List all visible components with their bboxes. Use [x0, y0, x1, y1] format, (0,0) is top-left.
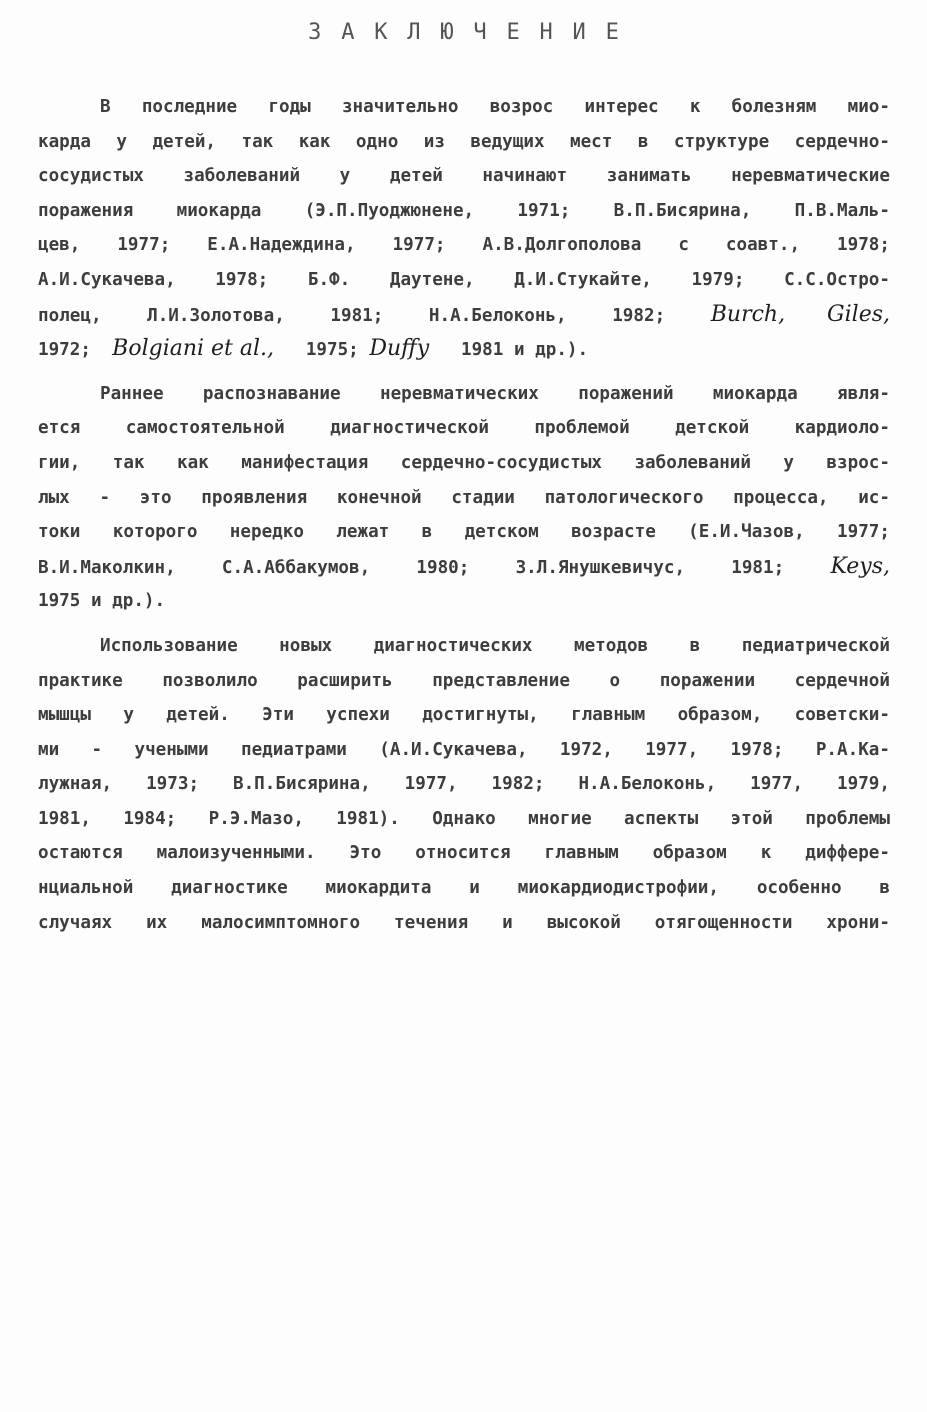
text-line: А.И.Сукачева, 1978; Б.Ф. Даутене, Д.И.Стукайте, 1979; С.С.Остро-	[38, 269, 890, 290]
typed-text: 1981 и др.).	[460, 340, 589, 361]
text-line: Раннее распознавание неревматических поражений миокарда явля-	[100, 383, 890, 404]
paragraph-1	[38, 90, 890, 367]
text-line: сосудистых заболеваний у детей начинают занимать неревматические	[38, 166, 890, 187]
typed-text: 1975;	[305, 340, 359, 361]
handwritten-citation: Keys,	[830, 553, 891, 579]
typed-text: полец, Л.И.Золотова, 1981; Н.А.Белоконь, 1982;	[38, 305, 666, 326]
text-line: ется самостоятельной диагностической проблемой детской кардиоло-	[38, 418, 890, 439]
text-line: лужная, 1973; В.П.Бисярина, 1977, 1982; Н.А.Белоконь, 1977, 1979,	[38, 774, 890, 795]
paragraph-2	[38, 377, 890, 619]
text-line: случаях их малосимптомного течения и высокой отягощенности хрони-	[38, 912, 890, 933]
typed-text: 1972;	[38, 340, 91, 361]
text-line: гии, так как манифестация сердечно-сосудистых заболеваний у взрос-	[38, 452, 890, 473]
paragraph-3	[38, 629, 890, 940]
handwritten-citation: Bolgiani et al.,	[112, 336, 275, 362]
typed-text: В.И.Маколкин, С.А.Аббакумов, 1980; З.Л.Янушкевичус, 1981;	[38, 557, 785, 578]
text-line: ми - учеными педиатрами (А.И.Сукачева, 1972, 1977, 1978; Р.А.Ка-	[38, 739, 890, 760]
body-text	[38, 90, 890, 940]
handwritten-citation: Duffy	[369, 336, 430, 362]
text-line-mixed	[38, 550, 890, 585]
text-line-mixed	[38, 332, 890, 367]
text-line: цев, 1977; Е.А.Надеждина, 1977; А.В.Долгополова с соавт., 1978;	[38, 235, 890, 256]
text-line: токи которого нередко лежат в детском возрасте (Е.И.Чазов, 1977;	[38, 522, 890, 543]
text-line: практике позволило расширить представление о поражении сердечной	[38, 670, 890, 691]
page-title: ЗАКЛЮЧЕНИЕ	[308, 20, 639, 45]
handwritten-citation: Burch, Giles,	[710, 301, 891, 327]
text-line: лых - это проявления конечной стадии патологического процесса, ис-	[38, 487, 890, 508]
text-line: Использование новых диагностических методов в педиатрической	[100, 635, 890, 656]
text-line: нциальной диагностике миокардита и миокардиодистрофии, особенно в	[38, 878, 890, 899]
text-line: 1975 и др.).	[38, 591, 166, 612]
text-line: В последние годы значительно возрос интерес к болезням мио-	[100, 97, 890, 117]
text-line: мышцы у детей. Эти успехи достигнуты, главным образом, советски-	[38, 705, 890, 726]
text-line: карда у детей, так как одно из ведущих мест в структуре сердечно-	[38, 131, 890, 152]
text-line: поражения миокарда (Э.П.Пуоджюнене, 1971; В.П.Бисярина, П.В.Маль-	[38, 200, 890, 221]
text-line-mixed	[38, 298, 890, 333]
text-line: 1981, 1984; Р.Э.Мазо, 1981). Однако многие аспекты этой проблемы	[38, 808, 890, 829]
text-line: остаются малоизученными. Это относится главным образом к диффере-	[38, 843, 890, 864]
